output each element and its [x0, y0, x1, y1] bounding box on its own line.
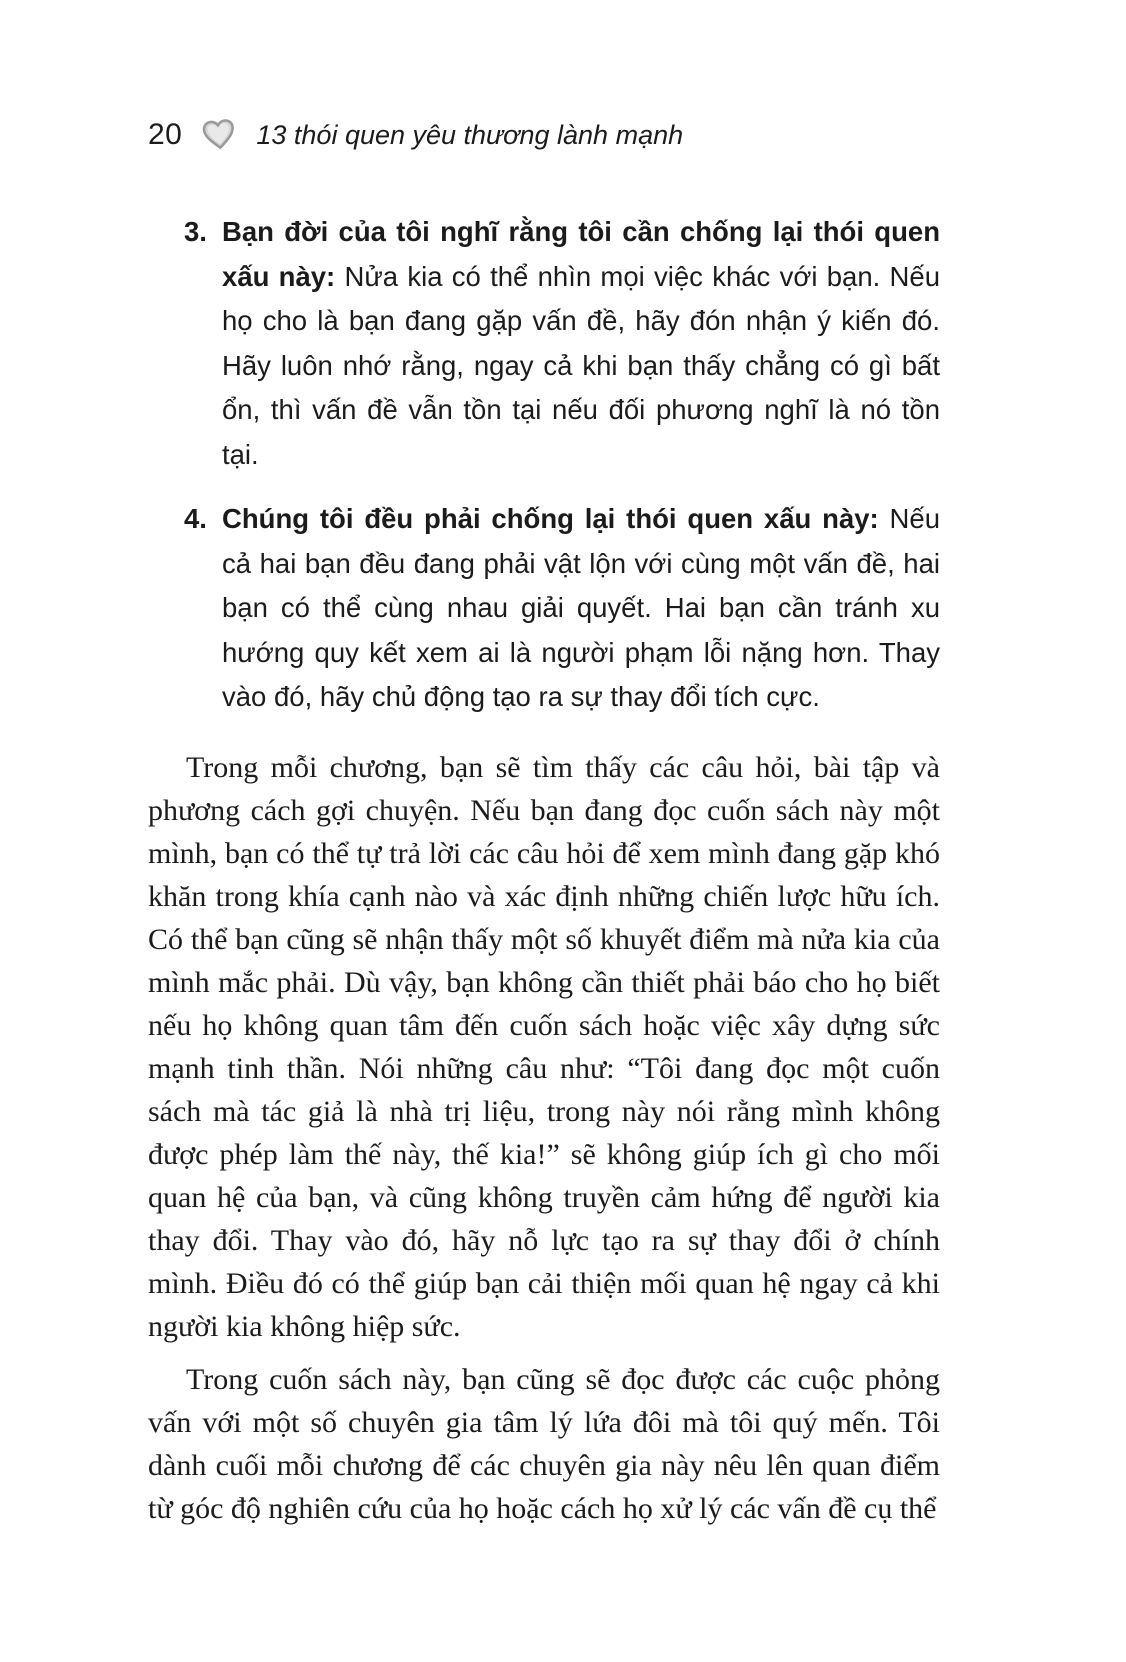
list-item-3 — [184, 210, 940, 477]
body-paragraph-2: Trong cuốn sách này, bạn cũng sẽ đọc được các cuộc phỏng vấn với một số chuyên gia tâm lý lứa đôi mà tôi quý mến. Tôi dành cuối mỗi chương để các chuyên gia này nêu lên quan điểm từ góc độ nghiên cứu của họ hoặc cách họ xử lý các vấn đề cụ thể — [148, 1362, 940, 1525]
list-item-3-body: Nửa kia có thể nhìn mọi việc khác với bạn. Nếu họ cho là bạn đang gặp vấn đề, hãy đón nhận ý kiến đó. Hãy luôn nhớ rằng, ngay cả khi bạn thấy chẳng có gì bất ổn, thì vấn đề vẫn tồn tại nếu đối phương nghĩ là nó tồn tại. — [222, 260, 940, 470]
list-item-4-lead: Chúng tôi đều phải chống lại thói quen xấu này: — [222, 503, 879, 534]
list-item-4 — [184, 497, 940, 720]
running-title: 13 thói quen yêu thương lành mạnh — [256, 119, 684, 150]
list-item-4-body: Nếu cả hai bạn đều đang phải vật lộn với cùng một vấn đề, hai bạn có thể cùng nhau giải quyết. Hai bạn cần tránh xu hướng quy kết xem ai là người phạm lỗi nặng hơn. Thay vào đó, hãy chủ động tạo ra sự thay đổi tích cực. — [222, 503, 940, 712]
numbered-list — [148, 210, 940, 720]
page-number: 20 — [148, 118, 183, 151]
list-item-4-number: 4. — [184, 503, 207, 534]
body-paragraph-1: Trong mỗi chương, bạn sẽ tìm thấy các câu hỏi, bài tập và phương cách gợi chuyện. Nếu bạn đang đọc cuốn sách này một mình, bạn có thể tự trả lời các câu hỏi để xem mình đang gặp khó khăn trong khía cạnh nào và xác định những chiến lược hữu ích. Có thể bạn cũng sẽ nhận thấy một số khuyết điểm mà nửa kia của mình mắc phải. Dù vậy, bạn không cần thiết phải báo cho họ biết nếu họ không quan tâm đến cuốn sách hoặc việc xây dựng sức mạnh tinh thần. Nói những câu như: “Tôi đang đọc một cuốn sách mà tác giả là nhà trị liệu, trong này nói rằng mình không được phép làm thế này, thế kia!” sẽ không giúp ích gì cho mối quan hệ của bạn, và cũng không truyền cảm hứng để người kia thay đổi. Thay vào đó, hãy nỗ lực tạo ra sự thay đổi ở chính mình. Điều đó có thể giúp bạn cải thiện mối quan hệ ngay cả khi người kia không hiệp sức. — [148, 750, 940, 1343]
body-text — [148, 746, 940, 1530]
running-header — [148, 118, 940, 152]
list-item-3-lead: Bạn đời của tôi nghĩ rằng tôi cần chống lại thói quen xấu này: — [222, 216, 940, 292]
heart-icon — [201, 116, 238, 153]
list-item-3-number: 3. — [184, 216, 207, 247]
